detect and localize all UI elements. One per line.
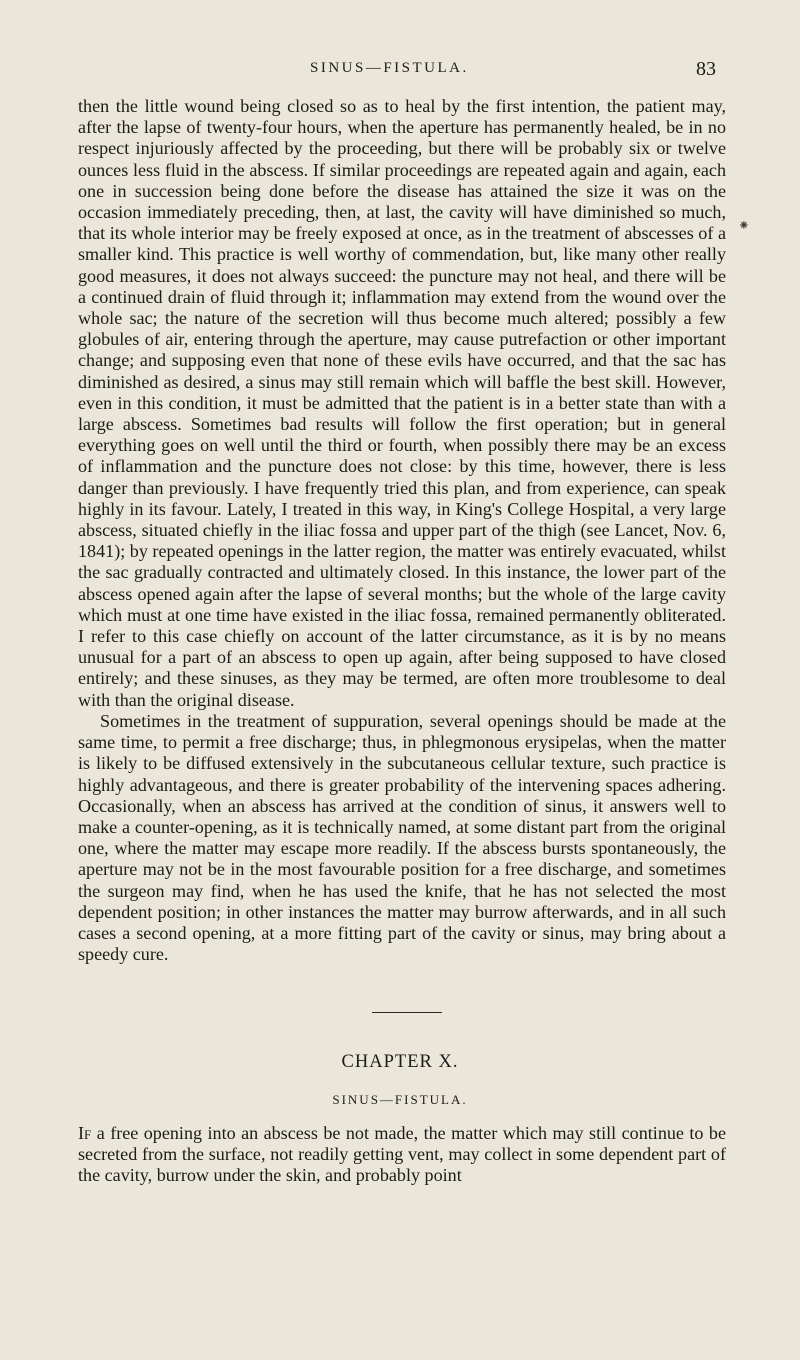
margin-mark: ⁕: [738, 219, 750, 234]
paragraph: Sometimes in the treatment of suppuration, several openings should be made at the same time, to permit a free discharge; thus, in phlegmonous erysipelas, when the matter is likely to be diffused extensively in the subcutaneous cellular texture, such practice is highly advantageous, and there is greater probability of the intervening spaces adhering. Occasionally, when an abscess has arrived at the condition of sinus, it answers well to make a counter-opening, as it is technically named, at some distant part from the original one, where the matter may escape more readily. If the abscess bursts spontaneously, the aperture may not be in the most favourable position for a free discharge, and sometimes the surgeon may find, when he has used the knife, that he has not selected the most dependent position; in other instances the matter may burrow afterwards, and in all such cases a second opening, at a more fitting part of the cavity or sinus, may bring about a speedy cure.: [78, 710, 726, 965]
drop-word: If: [78, 1123, 92, 1143]
running-head: SINUS—FISTULA.: [310, 60, 469, 76]
body-text: [78, 96, 726, 965]
paragraph: [78, 1123, 726, 1187]
section-divider: [372, 1012, 442, 1013]
page-number: 83: [696, 58, 716, 80]
chapter-title: CHAPTER X.: [341, 1052, 459, 1072]
chapter-subtitle: SINUS—FISTULA.: [332, 1092, 468, 1107]
chapter-opening: [78, 1123, 726, 1187]
paragraph: then the little wound being closed so as to heal by the first intention, the patient may, after the lapse of twenty-four hours, when the aperture has permanently healed, be in no respect injuriously affected by the proceeding, but there will be probably six or twelve ounces less fluid in the abscess. If similar proceedings are repeated again and again, each one in succession being done before the disease has attained the size it was on the occasion immediately preceding, then, at last, the cavity will have diminished so much, that its whole interior may be freely exposed at once, as in the treatment of abscesses of a smaller kind. This practice is well worthy of commendation, but, like many other really good measures, it does not always succeed: the puncture may not heal, and there will be a continued drain of fluid through it; inflammation may extend from the wound over the whole sac; the nature of the secretion will thus become much altered; possibly a few globules of air, entering through the aperture, may cause putrefaction or other important change; and supposing even that none of these evils have occurred, and that the sac has diminished as desired, a sinus may still remain which will baffle the best skill. However, even in this condition, it must be admitted that the patient is in a better state than with a large abscess. Sometimes bad results will follow the first operation; but in general everything goes on well until the third or fourth, when possibly there may be an excess of inflammation and the puncture does not close: by this time, however, there is less danger than previously. I have frequently tried this plan, and from experience, can speak highly in its favour. Lately, I treated in this way, in King's College Hospital, a very large abscess, situated chiefly in the iliac fossa and upper part of the thigh (see Lancet, Nov. 6, 1841); by repeated openings in the latter region, the matter was entirely evacuated, whilst the sac gradually contracted and ultimately closed. In this instance, the lower part of the abscess opened again after the lapse of several months; but the whole of the large cavity which must at one time have existed in the iliac fossa, remained permanently obliterated. I refer to this case chiefly on account of the latter circumstance, as it is by no means unusual for a part of an abscess to open up again, after being supposed to have closed entirely; and these sinuses, as they may be termed, are often more troublesome to deal with than the original disease.: [78, 96, 726, 710]
paragraph-text: a free opening into an abscess be not made, the matter which may still continue to be secreted from the surface, not readily getting vent, may collect in some dependent part of the cavity, burrow under the skin, and probably point: [78, 1123, 726, 1186]
